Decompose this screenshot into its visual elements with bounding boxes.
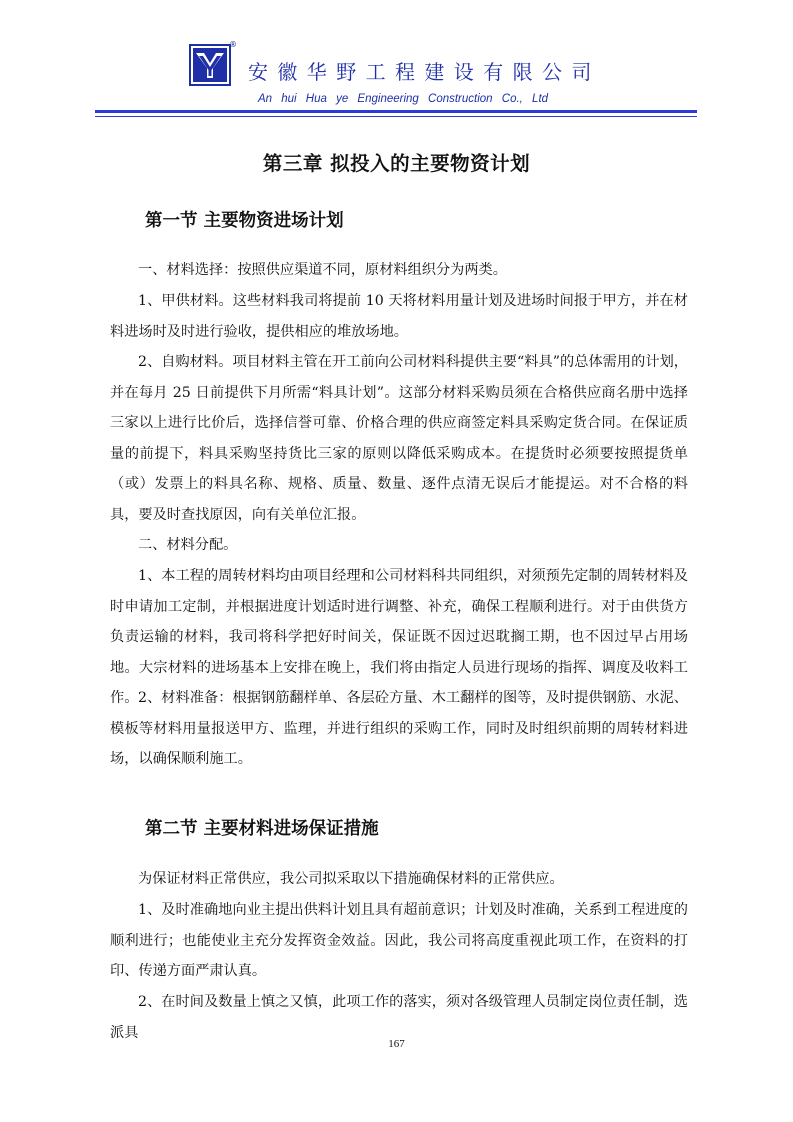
paragraph: 2、在时间及数量上慎之又慎，此项工作的落实，须对各级管理人员制定岗位责任制，选派具 (110, 994, 688, 1041)
paragraph: 2、自购材料。项目材料主管在开工前向公司材料科提供主要“料具”的总体需用的计划，并在每月 25 日前提供下月所需“料具计划”。这部分材料采购员须在合格供应商名册中选择三家以上进行比价后，选择信誉可靠、价格合理的供应商签定料具采购定货合同。在保证质量的前提下，料具采购坚持货比三家的原则以降低采购成本。在提货时必须要按照提货单（或）发票上的料具名称、规格、质量、数量、逐件点清无误后才能提运。对不合格的料具，要及时查找原因，向有关单位汇报。 (110, 354, 688, 523)
company-name-english: An hui Hua ye Engineering Construction Co., Ltd (258, 93, 549, 105)
header-rule-thick (95, 110, 697, 113)
paragraph: 1、本工程的周转材料均由项目经理和公司材料科共同组织，对须预先定制的周转材料及时申请加工定制，并根据进度计划适时进行调整、补充，确保工程顺利进行。对于由供货方负责运输的材料，我司将科学把好时间关，保证既不因过迟耽搁工期，也不因过早占用场地。大宗材料的进场基本上安排在晚上，我们将由指定人员进行现场的指挥、调度及收料工作。 (110, 568, 688, 706)
company-logo-icon (189, 44, 231, 86)
paragraph: 为保证材料正常供应，我公司拟采取以下措施确保材料的正常供应。 (138, 871, 564, 887)
page-header (0, 0, 793, 125)
header-rule-thin (95, 116, 697, 117)
company-name-chinese: 安徽华野工程建设有限公司 (248, 60, 601, 84)
chapter-title: 第三章 拟投入的主要物资计划 (262, 152, 531, 175)
page-number: 167 (388, 1038, 405, 1050)
registered-mark: ® (229, 40, 237, 49)
section-1-title: 第一节 主要物资进场计划 (145, 211, 344, 231)
paragraph: 1、甲供材料。这些材料我司将提前 10 天将材料用量计划及进场时间报于甲方，并在材料进场时及时进行验收，提供相应的堆放场地。 (110, 293, 688, 340)
paragraph: 1、及时准确地向业主提出供料计划且具有超前意识；计划及时准确，关系到工程进度的顺利进行；也能使业主充分发挥资金效益。因此，我公司将高度重视此项工作，在资料的打印、传递方面严肃认真。 (110, 902, 688, 979)
paragraph: 二、材料分配。 (138, 537, 238, 553)
paragraph: 一、材料选择：按照供应渠道不同，原材料组织分为两类。 (138, 262, 507, 278)
paragraph: 2、材料准备：根据钢筋翻样单、各层砼方量、木工翻样的图等，及时提供钢筋、水泥、模板等材料用量报送甲方、监理，并进行组织的采购工作，同时及时组织前期的周转材料进场，以确保顺利施工。 (110, 690, 688, 767)
section-2-title: 第二节 主要材料进场保证措施 (145, 819, 379, 839)
